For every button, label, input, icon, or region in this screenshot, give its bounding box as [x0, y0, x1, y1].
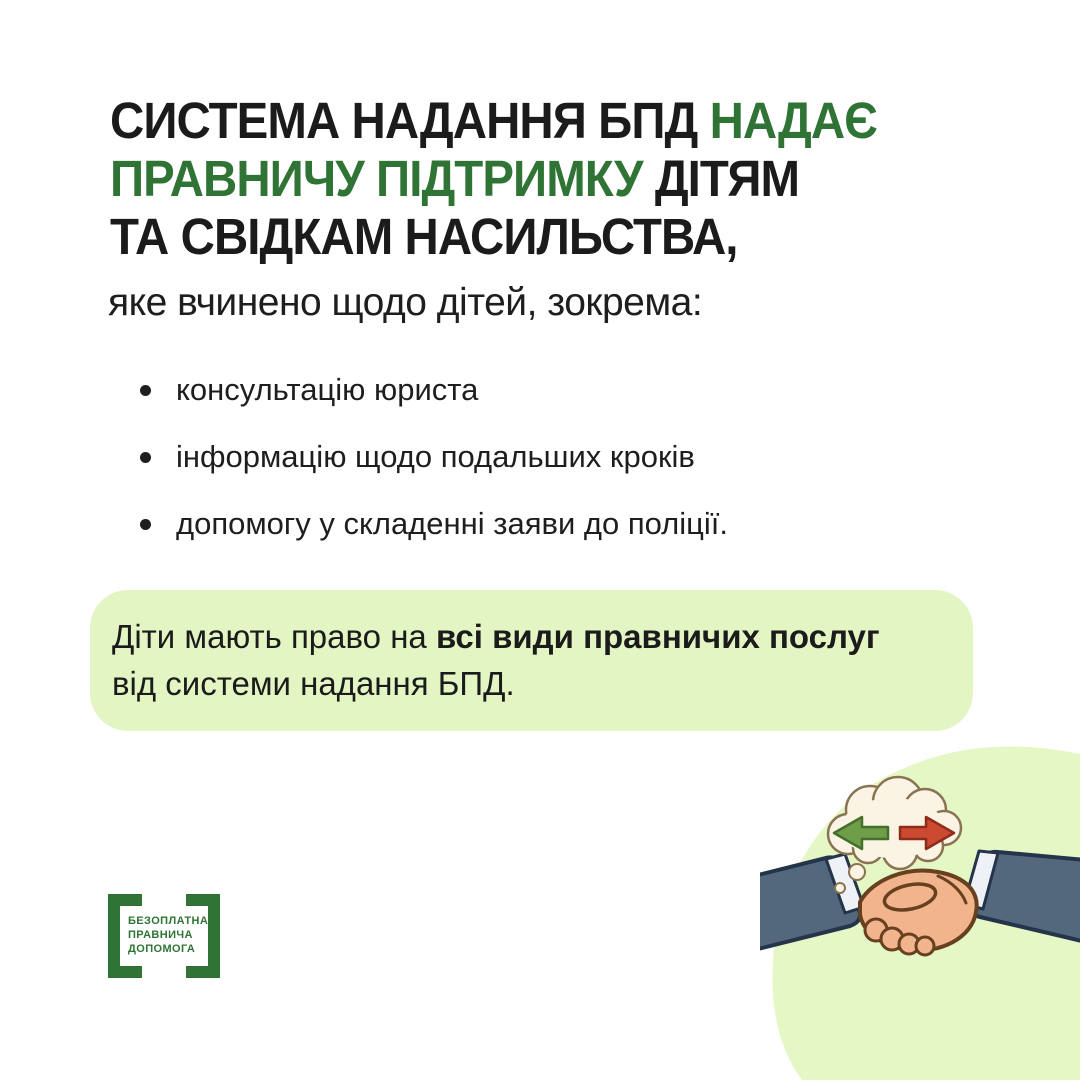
- subtitle: яке вчинено щодо дітей, зокрема:: [108, 281, 703, 324]
- callout-text-line2: від системи надання БПД.: [112, 665, 515, 702]
- heading-line-3: [110, 208, 877, 266]
- heading-line1-black: СИСТЕМА НАДАННЯ БПД: [110, 92, 710, 149]
- logo-text-line1: БЕЗОПЛАТНА: [128, 915, 209, 927]
- handshake-illustration: [760, 740, 1080, 1080]
- heading-line2-black: ДІТЯМ: [654, 150, 800, 207]
- callout-text-normal: Діти мають право на: [112, 618, 436, 655]
- heading-line2-green: ПРАВНИЧУ ПІДТРИМКУ: [110, 150, 655, 207]
- callout-box: [90, 590, 973, 731]
- list-item: [140, 370, 728, 410]
- bullet-dot-icon: [140, 385, 151, 396]
- bullet-list: [140, 370, 728, 571]
- list-item: [140, 504, 728, 544]
- logo-text: [128, 914, 208, 956]
- callout-text-bold: всі види правничих послуг: [435, 618, 880, 655]
- bpd-logo: [108, 894, 220, 978]
- bullet-dot-icon: [140, 452, 151, 463]
- list-item-text: інформацію щодо подальших кроків: [176, 439, 695, 474]
- heading-line-2: [110, 150, 877, 208]
- page-title: [110, 92, 877, 266]
- list-item-text: допомогу у складенні заяви до поліції.: [176, 506, 729, 541]
- logo-text-line3: ДОПОМОГА: [128, 943, 196, 955]
- list-item-text: консультацію юриста: [176, 372, 479, 407]
- heading-line1-green: НАДАЄ: [709, 92, 877, 149]
- list-item: [140, 437, 728, 477]
- logo-text-line2: ПРАВНИЧА: [128, 929, 193, 941]
- heading-line3-black: ТА СВІДКАМ НАСИЛЬСТВА,: [110, 208, 738, 265]
- heading-line-1: [110, 92, 877, 150]
- bullet-dot-icon: [140, 519, 151, 530]
